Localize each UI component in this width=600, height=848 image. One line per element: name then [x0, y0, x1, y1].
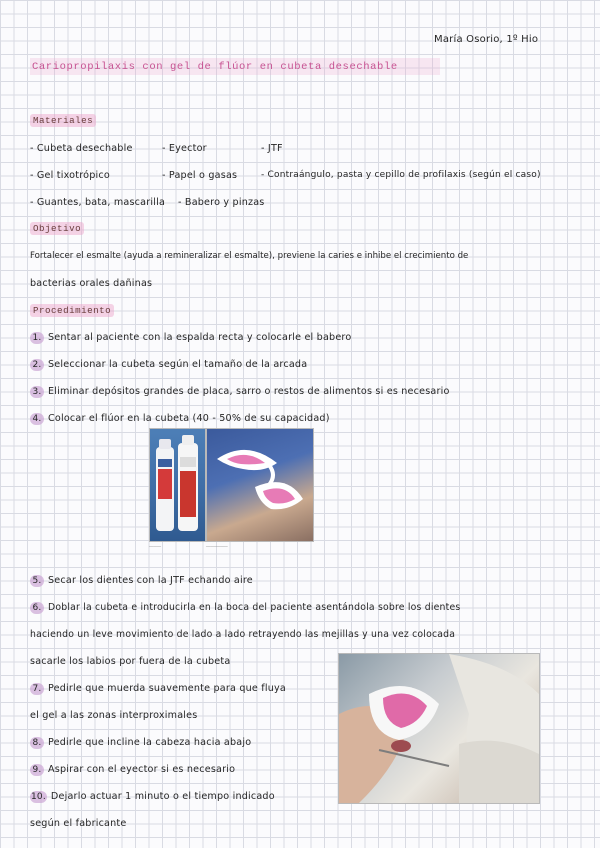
- objective-line: bacterias orales dañinas: [30, 278, 153, 289]
- procedure-step: [30, 602, 460, 614]
- step-text: Pedirle que muerda suavemente para que fluya: [48, 683, 286, 694]
- material-item: - Eyector: [162, 143, 207, 154]
- procedure-step-continuation: haciendo un leve movimiento de lado a lado retrayendo las mejillas y una vez colocada: [30, 629, 456, 640]
- material-item: - Cubeta desechable: [30, 143, 133, 154]
- procedure-step: [30, 737, 251, 749]
- step-text: Secar los dientes con la JTF echando aire: [48, 575, 253, 586]
- material-item: - JTF: [261, 143, 283, 154]
- objective-heading: Objetivo: [30, 222, 84, 235]
- procedure-step-continuation: sacarle los labios por fuera de la cubeta: [30, 656, 231, 667]
- page-title: Cariopropilaxis con gel de flúor en cubeta desechable: [32, 61, 398, 73]
- step-number: 7.: [30, 683, 44, 695]
- procedure-heading: Procedimiento: [30, 304, 114, 317]
- step-number: 4.: [30, 413, 44, 425]
- procedure-step: [30, 413, 330, 425]
- procedure-step: [30, 791, 275, 803]
- author-note: María Osorio, 1º Hio: [434, 34, 539, 45]
- procedure-step: [30, 386, 450, 398]
- tray-image: [206, 428, 314, 542]
- step-number: 2.: [30, 359, 44, 371]
- step-text: Pedirle que incline la cabeza hacia abajo: [48, 737, 252, 748]
- step-text: Dejarlo actuar 1 minuto o el tiempo indicado: [50, 791, 275, 802]
- material-item: - Gel tixotrópico: [30, 170, 110, 181]
- procedure-step: [30, 683, 286, 695]
- step-number: 3.: [30, 386, 44, 398]
- step-number: 6.: [30, 602, 44, 614]
- procedure-step: [30, 575, 253, 587]
- objective-line: Fortalecer el esmalte (ayuda a remineralizar el esmalte), previene la caries e inhibe el crecimiento de: [30, 251, 469, 261]
- bottles-caption: ─────: [149, 544, 162, 549]
- step-number: 10.: [31, 792, 46, 802]
- step-number: 8.: [30, 737, 44, 749]
- step-text: Aspirar con el eyector si es necesario: [48, 764, 236, 775]
- materials-heading: Materiales: [30, 114, 96, 127]
- tray-caption: ─────────: [206, 544, 228, 549]
- step-text: Doblar la cubeta e introducirla en la boca del paciente asentándola sobre los dientes: [48, 602, 461, 613]
- material-item: - Contraángulo, pasta y cepillo de profilaxis (según el caso): [261, 170, 541, 180]
- step-number: 9.: [30, 764, 44, 776]
- procedure-step: [30, 359, 307, 371]
- step-text: Sentar al paciente con la espalda recta y colocarle el babero: [48, 332, 352, 343]
- step-number: 1.: [30, 332, 44, 344]
- procedure-step: [30, 764, 235, 776]
- step-text: Colocar el flúor en la cubeta (40 - 50% de su capacidad): [48, 413, 330, 424]
- tray-in-patient-mouth-icon: [339, 654, 539, 803]
- procedure-step-continuation: según el fabricante: [30, 818, 127, 829]
- material-item: - Papel o gasas: [162, 170, 238, 181]
- step-text: Seleccionar la cubeta según el tamaño de la arcada: [48, 359, 308, 370]
- procedure-step: [30, 332, 351, 344]
- material-item: - Babero y pinzas: [178, 197, 265, 208]
- disposable-tray-with-gel-icon: [207, 429, 313, 541]
- fluoride-bottles-image: [149, 428, 206, 542]
- procedure-step-continuation: el gel a las zonas interproximales: [30, 710, 198, 721]
- fluoride-gel-bottles-icon: [150, 429, 205, 541]
- step-text: Eliminar depósitos grandes de placa, sarro o restos de alimentos si es necesario: [48, 386, 450, 397]
- step-number: 5.: [30, 575, 44, 587]
- patient-photo: [338, 653, 540, 804]
- material-item: - Guantes, bata, mascarilla: [30, 197, 166, 208]
